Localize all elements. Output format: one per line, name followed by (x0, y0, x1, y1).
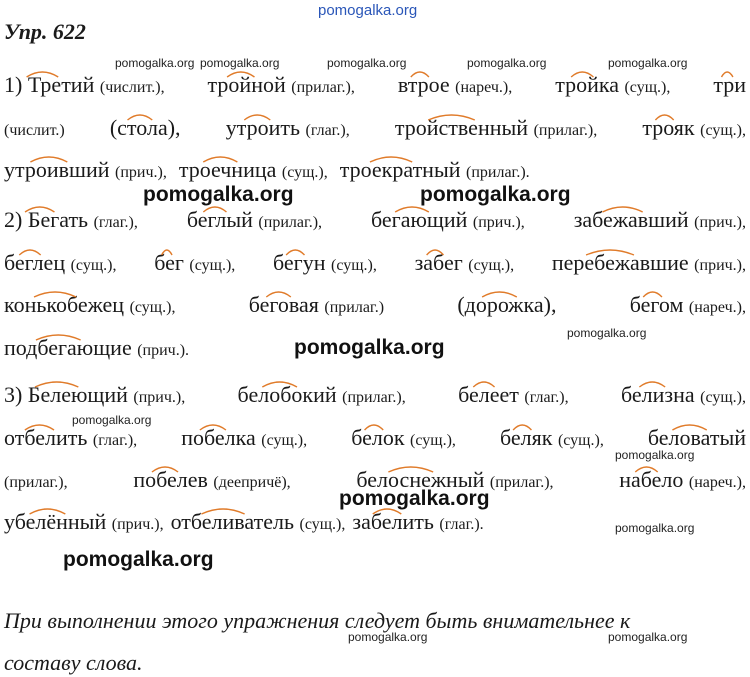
watermark-large: pomogalka.org (420, 183, 571, 206)
part-of-speech-note: (глаг.), (93, 214, 138, 231)
word: три (713, 72, 746, 97)
watermark: pomogalka.org (608, 630, 688, 644)
word: забежавший (573, 207, 689, 232)
word-token (4, 508, 164, 539)
word-token (187, 206, 322, 237)
word: (дорожка), (457, 292, 557, 317)
word-token (648, 424, 746, 455)
part-of-speech-note: (сущ.), (70, 257, 117, 274)
word: беловатый (647, 425, 746, 450)
word-token (619, 466, 746, 497)
word-token (4, 114, 65, 145)
part-of-speech-note: (нареч.), (455, 79, 513, 96)
word-token (642, 114, 746, 145)
part-of-speech-note: (прилаг.) (324, 299, 385, 316)
part-of-speech-note: (глаг.), (524, 389, 569, 406)
word-token (630, 291, 746, 322)
text-line (4, 71, 746, 102)
part-of-speech-note: (сущ.), (261, 432, 308, 449)
part-of-speech-note: (сущ.), (129, 299, 176, 316)
word-token (4, 334, 189, 365)
part-of-speech-note: (прилаг.), (258, 214, 323, 231)
part-of-speech-note: (числит.) (4, 122, 65, 139)
exercise-title: Упр. 622 (4, 19, 86, 44)
watermark: pomogalka.org (615, 448, 695, 462)
part-of-speech-note: (прилаг.), (342, 389, 406, 406)
word-token (4, 249, 116, 280)
part-of-speech-note: (сущ.), (330, 257, 377, 274)
word-token (340, 156, 530, 187)
watermark: pomogalka.org (72, 413, 152, 427)
part-of-speech-note: (нареч.), (688, 299, 746, 316)
word: троекратный (339, 157, 461, 182)
word-token (398, 71, 512, 102)
part-of-speech-note: (числит.), (99, 79, 165, 96)
part-of-speech-note: (прич.), (115, 164, 167, 181)
word: белок (351, 425, 405, 450)
part-of-speech-note: (прилаг.), (4, 474, 68, 491)
word: набело (619, 467, 684, 492)
part-of-speech-note: (сущ.), (700, 389, 746, 406)
word: тройной (207, 72, 286, 97)
word: конькобежец (4, 292, 125, 317)
part-of-speech-note: (глаг.), (305, 122, 350, 139)
word-token (713, 71, 746, 102)
word-token (154, 249, 235, 280)
part-of-speech-note: (прич.), (111, 516, 164, 533)
word-token (133, 466, 290, 497)
part-of-speech-note: (прич.), (694, 257, 746, 274)
part-of-speech-note: (прилаг.), (489, 474, 554, 491)
word-token (356, 466, 553, 497)
word: бегом (629, 292, 684, 317)
text-line (4, 114, 746, 145)
word-token (181, 424, 307, 455)
watermark-large: pomogalka.org (63, 548, 214, 571)
text-line (4, 466, 746, 497)
word-token (171, 508, 346, 539)
word-token (273, 249, 377, 280)
word: белобокий (237, 382, 337, 407)
text-line (4, 508, 746, 539)
part-of-speech-note: (прилаг.), (291, 79, 355, 96)
word-token (552, 249, 746, 280)
word: бег (154, 250, 184, 275)
note-line: составу слова. (4, 650, 143, 675)
text-line (4, 206, 746, 237)
part-of-speech-note: (сущ.), (557, 432, 604, 449)
part-of-speech-note: (прич.), (472, 214, 525, 231)
word-token (4, 291, 175, 322)
site-watermark-top[interactable]: pomogalka.org (318, 2, 418, 19)
watermark: pomogalka.org (608, 56, 688, 70)
word-token (179, 156, 328, 187)
word: перебежавшие (551, 250, 689, 275)
text-line (4, 381, 746, 412)
word: белизна (620, 382, 695, 407)
part-of-speech-note: (сущ.), (189, 257, 236, 274)
word: бегающий (371, 207, 468, 232)
word: убелённый (4, 509, 107, 534)
word: втрое (397, 72, 450, 97)
word: белоснежный (356, 467, 485, 492)
word: беглый (186, 207, 253, 232)
word-token (352, 508, 483, 539)
word-token (621, 381, 746, 412)
watermark-large: pomogalka.org (143, 183, 294, 206)
word-token (457, 291, 556, 322)
word-token (110, 114, 181, 145)
word-token (4, 466, 68, 497)
part-of-speech-note: (прич.), (133, 389, 186, 406)
word-token (238, 381, 406, 412)
watermark: pomogalka.org (115, 56, 195, 70)
word: бегун (273, 250, 326, 275)
part-of-speech-note: (сущ.), (700, 122, 746, 139)
word: утроить (225, 115, 300, 140)
word: белеет (458, 382, 519, 407)
part-of-speech-note: (сущ.), (468, 257, 515, 274)
word-token (208, 71, 355, 102)
part-of-speech-note: (сущ.), (281, 164, 328, 181)
word-token (574, 206, 746, 237)
text-line (4, 424, 746, 455)
word-token (4, 71, 165, 102)
part-of-speech-note: (сущ.), (624, 79, 671, 96)
watermark: pomogalka.org (615, 521, 695, 535)
text-line (4, 291, 746, 322)
word-token (395, 114, 597, 145)
word: забег (414, 250, 463, 275)
word-token (555, 71, 670, 102)
watermark: pomogalka.org (348, 630, 428, 644)
text-line (4, 334, 746, 365)
part-of-speech-note: (глаг.), (92, 432, 138, 449)
watermark: pomogalka.org (567, 326, 647, 340)
word: побелка (181, 425, 256, 450)
word: беговая (248, 292, 319, 317)
word-token (4, 156, 167, 187)
part-of-speech-note: (прич.), (694, 214, 746, 231)
word-token (4, 424, 137, 455)
part-of-speech-note: (сущ.), (299, 516, 346, 533)
word-token (458, 381, 569, 412)
word: отбелить (4, 425, 88, 450)
watermark: pomogalka.org (327, 56, 407, 70)
watermark: pomogalka.org (467, 56, 547, 70)
word: трояк (642, 115, 695, 140)
word-token (226, 114, 350, 145)
word: 3) Белеющий (4, 382, 128, 407)
word-token (4, 206, 138, 237)
word: утроивший (4, 157, 110, 182)
word-token (249, 291, 384, 322)
word-token (415, 249, 515, 280)
watermark: pomogalka.org (200, 56, 280, 70)
part-of-speech-note: (прилаг.), (533, 122, 598, 139)
part-of-speech-note: (прич.). (137, 342, 190, 359)
word: тройка (555, 72, 619, 97)
word-token (500, 424, 604, 455)
word: троечница (178, 157, 277, 182)
word: (стола), (109, 115, 181, 140)
word-token (351, 424, 456, 455)
note-line: При выполнении этого упражнения следует быть внимательнее к (4, 608, 631, 633)
part-of-speech-note: (деепричё), (213, 474, 291, 491)
text-line (4, 249, 746, 280)
word-token (371, 206, 525, 237)
word: подбегающие (4, 335, 132, 360)
word: беглец (4, 250, 66, 275)
word: забелить (352, 509, 434, 534)
text-line (4, 156, 746, 187)
word: 2) Бегать (4, 207, 89, 232)
part-of-speech-note: (нареч.), (688, 474, 746, 491)
part-of-speech-note: (сущ.), (410, 432, 456, 449)
watermark-large: pomogalka.org (294, 336, 445, 359)
word-token (4, 381, 185, 412)
word: побелев (133, 467, 208, 492)
watermark-large: pomogalka.org (339, 487, 490, 510)
word: 1) Третий (4, 72, 95, 97)
word: отбеливатель (170, 509, 294, 534)
word: тройственный (394, 115, 529, 140)
word: беляк (499, 425, 553, 450)
part-of-speech-note: (глаг.). (439, 516, 484, 533)
part-of-speech-note: (прилаг.). (466, 164, 530, 181)
